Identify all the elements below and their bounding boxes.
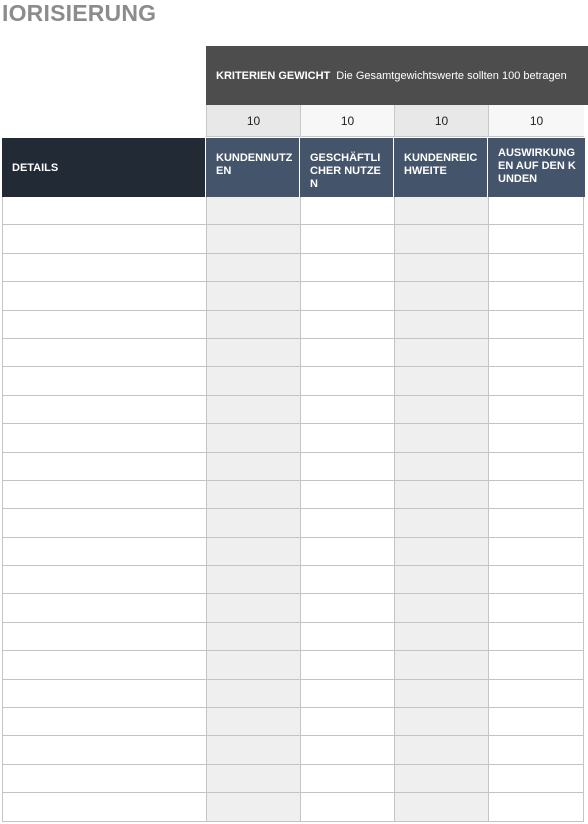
table-row	[2, 254, 584, 282]
criteria-header-customer-benefit: KUNDENNUTZEN	[206, 138, 300, 197]
business-benefit-cell[interactable]	[300, 538, 394, 566]
business-benefit-cell[interactable]	[300, 566, 394, 594]
customer-impact-cell[interactable]	[488, 197, 584, 225]
customer-impact-cell[interactable]	[488, 424, 584, 452]
table-row	[2, 736, 584, 764]
details-cell[interactable]	[2, 282, 206, 310]
customer-reach-cell[interactable]	[394, 197, 488, 225]
customer-benefit-cell[interactable]	[206, 197, 300, 225]
business-benefit-cell[interactable]	[300, 367, 394, 395]
business-benefit-cell[interactable]	[300, 197, 394, 225]
table-row	[2, 282, 584, 310]
business-benefit-cell[interactable]	[300, 509, 394, 537]
customer-impact-cell[interactable]	[488, 736, 584, 764]
customer-impact-cell[interactable]	[488, 225, 584, 253]
table-row	[2, 367, 584, 395]
business-benefit-cell[interactable]	[300, 311, 394, 339]
customer-impact-cell[interactable]	[488, 367, 584, 395]
table-row	[2, 339, 584, 367]
business-benefit-cell[interactable]	[300, 651, 394, 679]
customer-reach-cell[interactable]	[394, 566, 488, 594]
table-body	[2, 197, 584, 822]
customer-reach-cell[interactable]	[394, 339, 488, 367]
customer-benefit-cell[interactable]	[206, 509, 300, 537]
customer-reach-cell[interactable]	[394, 623, 488, 651]
details-cell[interactable]	[2, 793, 206, 821]
customer-benefit-cell[interactable]	[206, 793, 300, 821]
details-cell[interactable]	[2, 651, 206, 679]
criteria-weight-banner	[206, 46, 588, 105]
weight-cell-3[interactable]: 10	[394, 105, 488, 137]
customer-benefit-cell[interactable]	[206, 708, 300, 736]
weight-cell-1[interactable]: 10	[206, 105, 300, 137]
criteria-header-customer-reach: KUNDENREICHWEITE	[394, 138, 488, 197]
table-row	[2, 680, 584, 708]
customer-benefit-cell[interactable]	[206, 538, 300, 566]
business-benefit-cell[interactable]	[300, 765, 394, 793]
customer-benefit-cell[interactable]	[206, 367, 300, 395]
business-benefit-cell[interactable]	[300, 396, 394, 424]
customer-benefit-cell[interactable]	[206, 594, 300, 622]
customer-impact-cell[interactable]	[488, 254, 584, 282]
table-header	[2, 138, 585, 197]
details-cell[interactable]	[2, 765, 206, 793]
table-row	[2, 765, 584, 793]
business-benefit-cell[interactable]	[300, 680, 394, 708]
customer-impact-cell[interactable]	[488, 680, 584, 708]
table-row	[2, 509, 584, 537]
customer-impact-cell[interactable]	[488, 594, 584, 622]
details-cell[interactable]	[2, 396, 206, 424]
details-cell[interactable]	[2, 736, 206, 764]
business-benefit-cell[interactable]	[300, 736, 394, 764]
customer-benefit-cell[interactable]	[206, 396, 300, 424]
details-cell[interactable]	[2, 708, 206, 736]
customer-reach-cell[interactable]	[394, 651, 488, 679]
business-benefit-cell[interactable]	[300, 424, 394, 452]
weight-cell-2[interactable]: 10	[300, 105, 394, 137]
customer-reach-cell[interactable]	[394, 282, 488, 310]
business-benefit-cell[interactable]	[300, 708, 394, 736]
business-benefit-cell[interactable]	[300, 793, 394, 821]
table-row	[2, 623, 584, 651]
customer-reach-cell[interactable]	[394, 254, 488, 282]
customer-reach-cell[interactable]	[394, 225, 488, 253]
details-cell[interactable]	[2, 509, 206, 537]
customer-benefit-cell[interactable]	[206, 311, 300, 339]
customer-reach-cell[interactable]	[394, 680, 488, 708]
customer-impact-cell[interactable]	[488, 651, 584, 679]
table-row	[2, 396, 584, 424]
business-benefit-cell[interactable]	[300, 481, 394, 509]
business-benefit-cell[interactable]	[300, 594, 394, 622]
customer-benefit-cell[interactable]	[206, 736, 300, 764]
customer-reach-cell[interactable]	[394, 509, 488, 537]
details-cell[interactable]	[2, 481, 206, 509]
business-benefit-cell[interactable]	[300, 339, 394, 367]
details-column-header: DETAILS	[2, 138, 205, 197]
business-benefit-cell[interactable]	[300, 623, 394, 651]
table-row	[2, 651, 584, 679]
customer-reach-cell[interactable]	[394, 367, 488, 395]
details-cell[interactable]	[2, 538, 206, 566]
details-cell[interactable]	[2, 424, 206, 452]
business-benefit-cell[interactable]	[300, 453, 394, 481]
details-cell[interactable]	[2, 453, 206, 481]
customer-reach-cell[interactable]	[394, 594, 488, 622]
table-row	[2, 708, 584, 736]
customer-impact-cell[interactable]	[488, 453, 584, 481]
customer-benefit-cell[interactable]	[206, 339, 300, 367]
customer-impact-cell[interactable]	[488, 339, 584, 367]
customer-benefit-cell[interactable]	[206, 481, 300, 509]
customer-benefit-cell[interactable]	[206, 225, 300, 253]
details-cell[interactable]	[2, 254, 206, 282]
customer-reach-cell[interactable]	[394, 311, 488, 339]
table-row	[2, 481, 584, 509]
customer-reach-cell[interactable]	[394, 481, 488, 509]
customer-reach-cell[interactable]	[394, 538, 488, 566]
customer-reach-cell[interactable]	[394, 736, 488, 764]
customer-benefit-cell[interactable]	[206, 680, 300, 708]
details-cell[interactable]	[2, 339, 206, 367]
customer-impact-cell[interactable]	[488, 481, 584, 509]
business-benefit-cell[interactable]	[300, 225, 394, 253]
customer-reach-cell[interactable]	[394, 793, 488, 821]
criteria-header-business-benefit: GESCHÄFTLICHER NUTZEN	[300, 138, 394, 197]
customer-reach-cell[interactable]	[394, 708, 488, 736]
customer-impact-cell[interactable]	[488, 282, 584, 310]
weights-row	[206, 105, 584, 137]
details-cell[interactable]	[2, 367, 206, 395]
business-benefit-cell[interactable]	[300, 282, 394, 310]
customer-reach-cell[interactable]	[394, 424, 488, 452]
customer-impact-cell[interactable]	[488, 623, 584, 651]
page-title: IORISIERUNG	[2, 0, 157, 26]
table-row	[2, 197, 584, 225]
table-row	[2, 538, 584, 566]
customer-benefit-cell[interactable]	[206, 765, 300, 793]
banner-note: Die Gesamtgewichtswerte sollten 100 betragen	[336, 69, 567, 82]
banner-label: KRITERIEN GEWICHT	[216, 69, 331, 82]
details-cell[interactable]	[2, 311, 206, 339]
details-cell[interactable]	[2, 594, 206, 622]
customer-benefit-cell[interactable]	[206, 282, 300, 310]
customer-benefit-cell[interactable]	[206, 424, 300, 452]
table-row	[2, 594, 584, 622]
customer-impact-cell[interactable]	[488, 708, 584, 736]
customer-impact-cell[interactable]	[488, 566, 584, 594]
business-benefit-cell[interactable]	[300, 254, 394, 282]
customer-impact-cell[interactable]	[488, 765, 584, 793]
details-cell[interactable]	[2, 680, 206, 708]
customer-benefit-cell[interactable]	[206, 651, 300, 679]
customer-benefit-cell[interactable]	[206, 623, 300, 651]
details-cell[interactable]	[2, 566, 206, 594]
customer-impact-cell[interactable]	[488, 311, 584, 339]
table-row	[2, 793, 584, 821]
table-row	[2, 566, 584, 594]
customer-impact-cell[interactable]	[488, 538, 584, 566]
details-cell[interactable]	[2, 225, 206, 253]
customer-impact-cell[interactable]	[488, 793, 584, 821]
customer-reach-cell[interactable]	[394, 396, 488, 424]
table-row	[2, 225, 584, 253]
customer-benefit-cell[interactable]	[206, 566, 300, 594]
details-cell[interactable]	[2, 197, 206, 225]
customer-benefit-cell[interactable]	[206, 453, 300, 481]
customer-impact-cell[interactable]	[488, 396, 584, 424]
criteria-header-customer-impact: AUSWIRKUNGEN AUF DEN KUNDEN	[488, 138, 585, 197]
customer-impact-cell[interactable]	[488, 509, 584, 537]
details-cell[interactable]	[2, 623, 206, 651]
customer-reach-cell[interactable]	[394, 765, 488, 793]
table-row	[2, 453, 584, 481]
table-row	[2, 311, 584, 339]
weight-cell-4[interactable]: 10	[488, 105, 584, 137]
customer-benefit-cell[interactable]	[206, 254, 300, 282]
customer-reach-cell[interactable]	[394, 453, 488, 481]
table-row	[2, 424, 584, 452]
